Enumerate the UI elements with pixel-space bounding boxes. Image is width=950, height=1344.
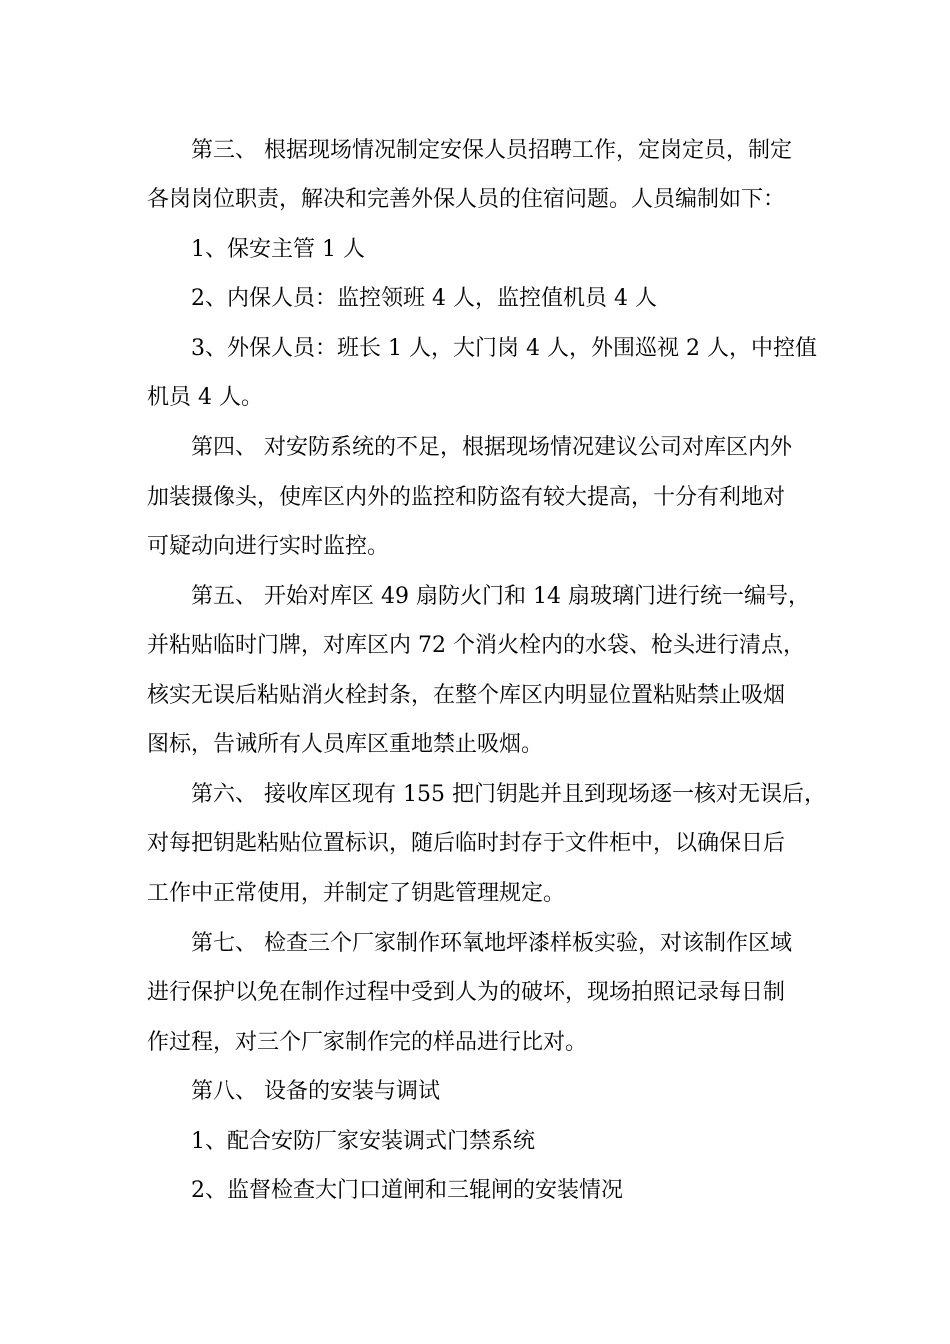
paragraph-6-line-1: 第六、 接收库区现有 155 把门钥匙并且到现场逐一核对无误后， xyxy=(191,782,826,807)
paragraph-8-heading: 第八、 设备的安装与调试 xyxy=(191,1079,440,1104)
paragraph-5-line-2: 并粘贴临时门牌，对库区内 72 个消火栓内的水袋、枪头进行清点， xyxy=(147,633,805,658)
paragraph-6-line-2: 对每把钥匙粘贴位置标识，随后临时封存于文件柜中，以确保日后 xyxy=(147,831,786,856)
list-item-3-line-1: 3、外保人员：班长 1 人，大门岗 4 人，外围巡视 2 人，中控值 xyxy=(191,336,817,361)
paragraph-7-line-3: 作过程，对三个厂家制作完的样品进行比对。 xyxy=(147,1030,588,1055)
paragraph-5-line-4: 图标，告诫所有人员库区重地禁止吸烟。 xyxy=(147,732,544,757)
paragraph-7-line-2: 进行保护以免在制作过程中受到人为的破坏，现场拍照记录每日制 xyxy=(147,980,786,1005)
list-item-3-line-2: 机员 4 人。 xyxy=(147,385,263,410)
paragraph-4-line-3: 可疑动向进行实时监控。 xyxy=(147,534,390,559)
paragraph-7-line-1: 第七、 检查三个厂家制作环氧地坪漆样板实验，对该制作区域 xyxy=(191,931,792,956)
paragraph-5-line-3: 核实无误后粘贴消火栓封条，在整个库区内明显位置粘贴禁止吸烟 xyxy=(147,683,786,708)
paragraph-3-line-1: 第三、 根据现场情况制定安保人员招聘工作，定岗定员，制定 xyxy=(191,138,792,163)
paragraph-3-line-2: 各岗岗位职责，解决和完善外保人员的住宿问题。人员编制如下： xyxy=(147,187,786,212)
paragraph-4-line-2: 加装摄像头，使库区内外的监控和防盗有较大提高，十分有利地对 xyxy=(147,485,786,510)
sublist-item-1: 1、配合安防厂家安装调式门禁系统 xyxy=(191,1129,535,1154)
list-item-2: 2、内保人员：监控领班 4 人，监控值机员 4 人 xyxy=(191,286,657,311)
list-item-1: 1、保安主管 1 人 xyxy=(191,237,365,262)
paragraph-4-line-1: 第四、 对安防系统的不足，根据现场情况建议公司对库区内外 xyxy=(191,435,792,460)
paragraph-6-line-3: 工作中正常使用，并制定了钥匙管理规定。 xyxy=(147,881,566,906)
sublist-item-2: 2、监督检查大门口道闸和三辊闸的安装情况 xyxy=(191,1178,623,1203)
paragraph-5-line-1: 第五、 开始对库区 49 扇防火门和 14 扇玻璃门进行统一编号， xyxy=(191,584,810,609)
